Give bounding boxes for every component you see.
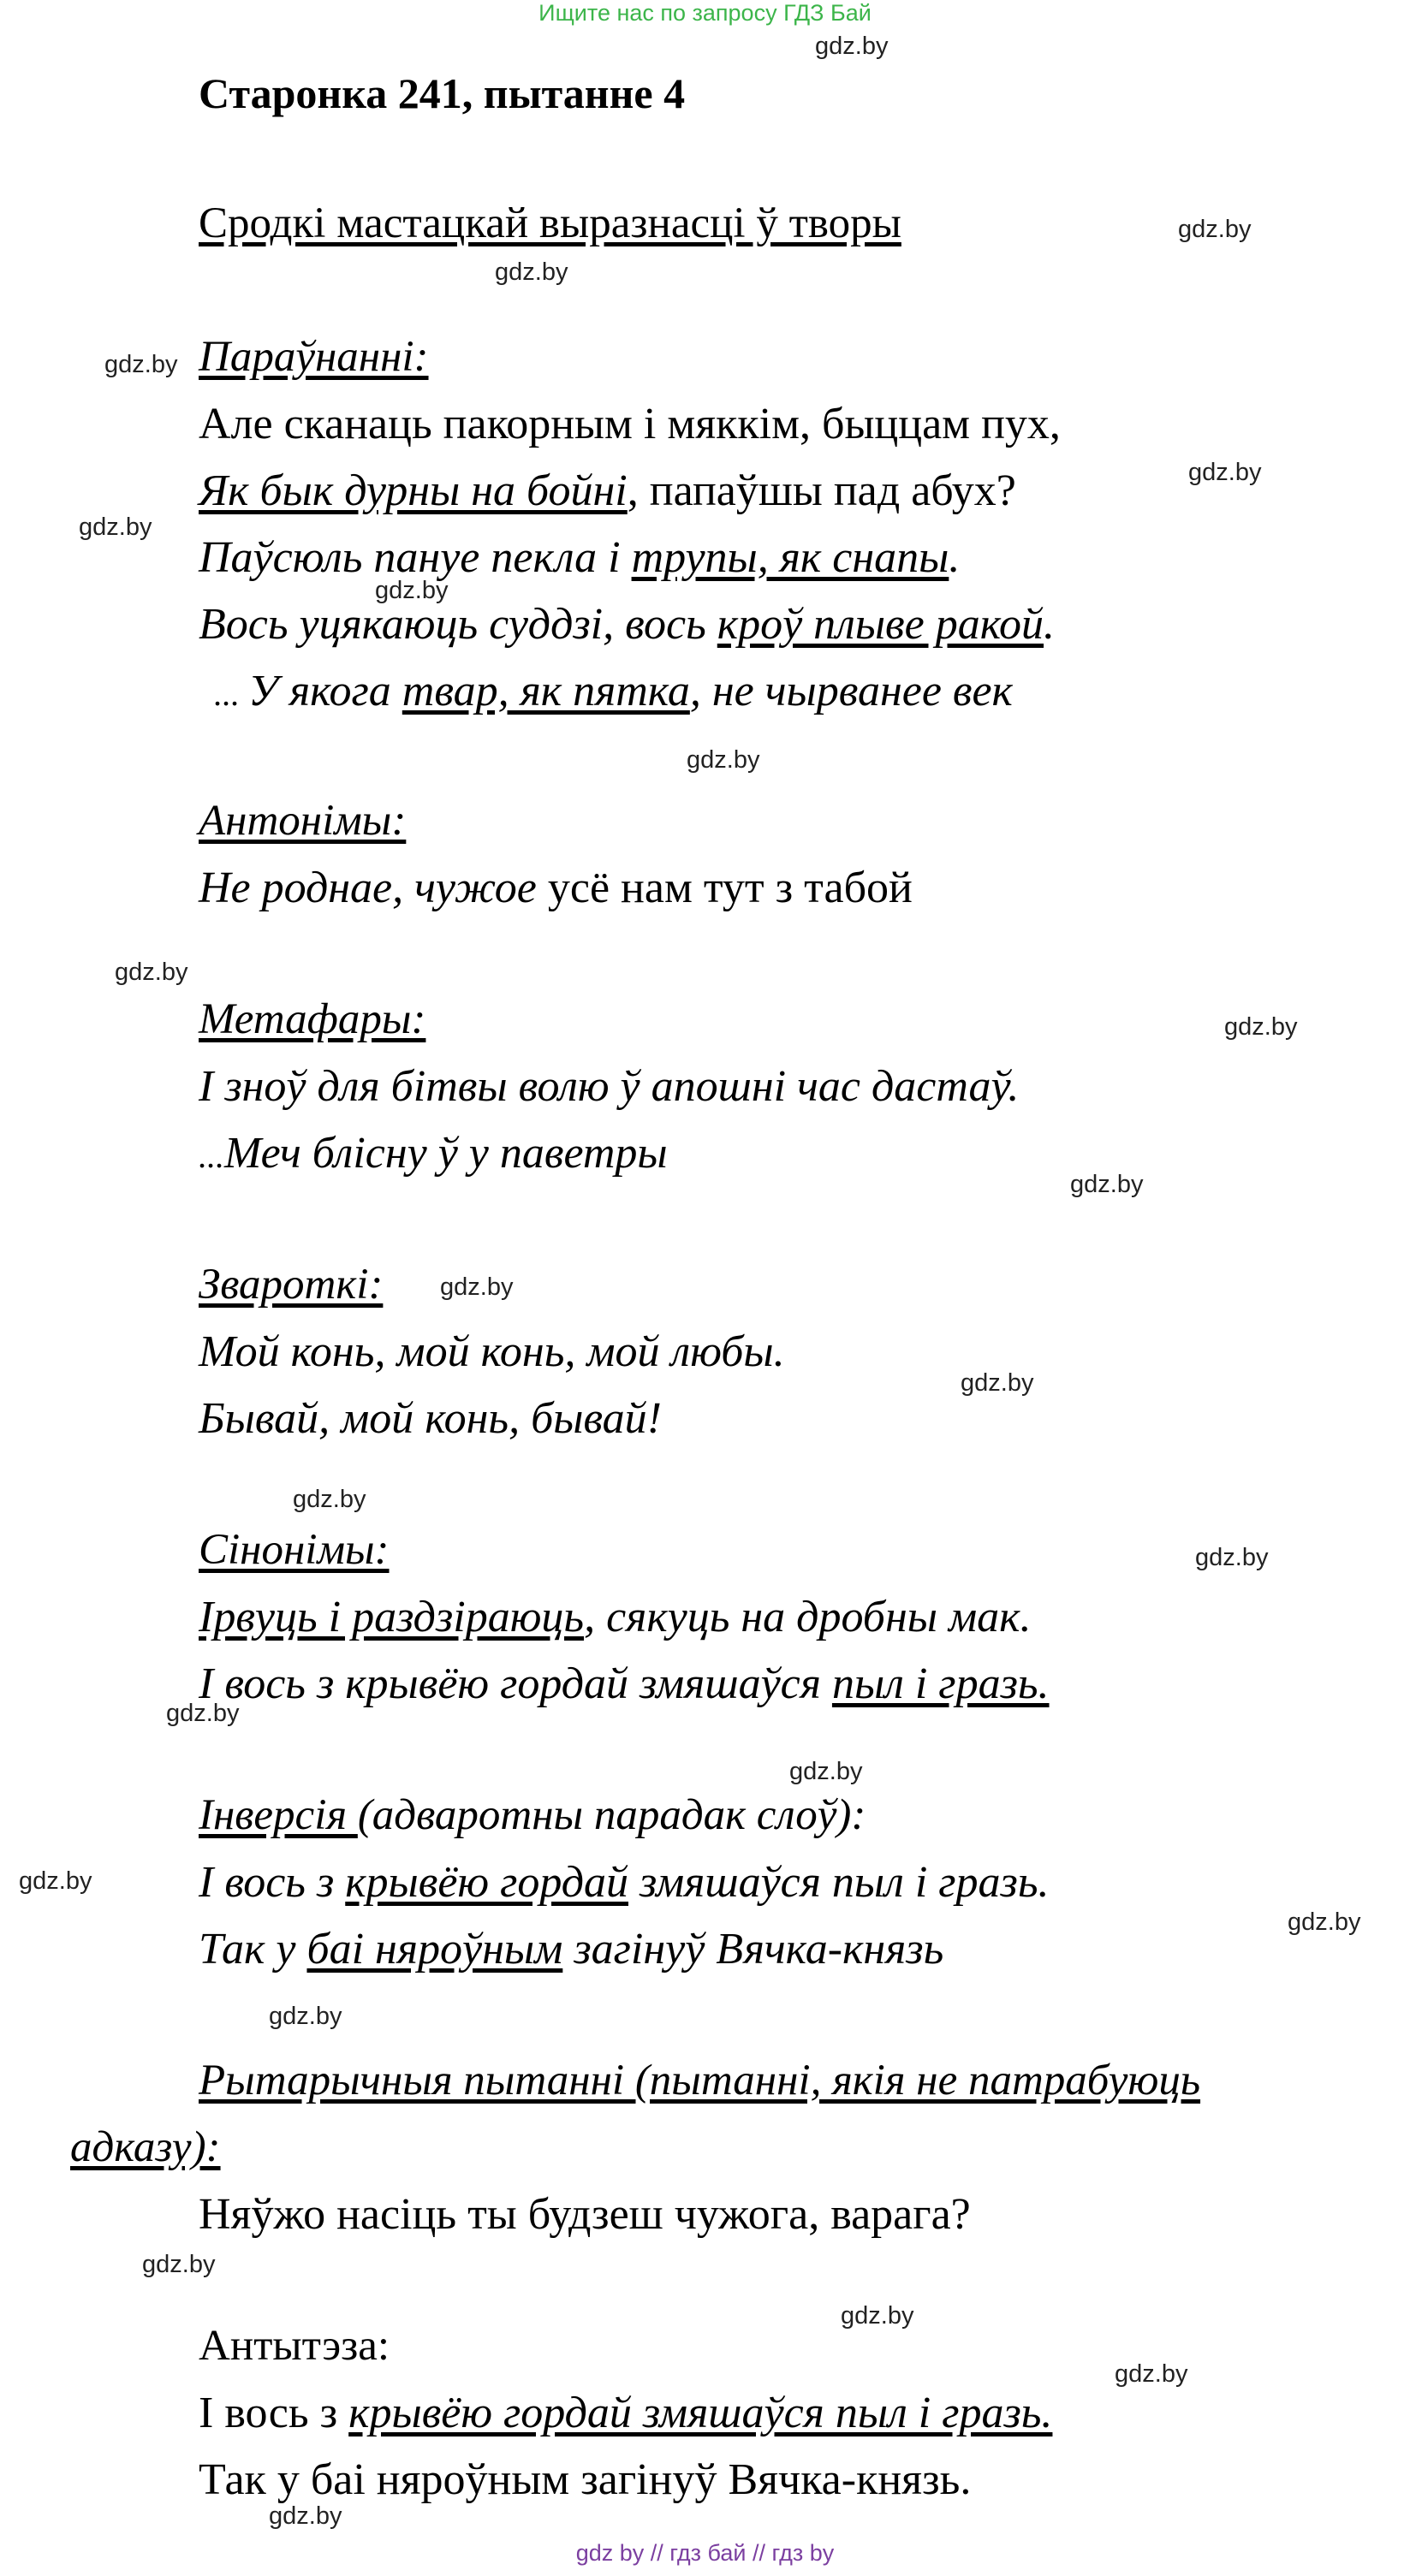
text-span: Меч блісну ў у паветры xyxy=(224,1129,668,1178)
watermark: gdz.by xyxy=(841,2302,914,2330)
section-heading-inversion xyxy=(199,1790,866,1840)
watermark: gdz.by xyxy=(79,513,152,541)
highlight: твар, як пятка xyxy=(402,667,690,715)
highlight: крывёю гордай xyxy=(345,1858,628,1907)
text-line: Бывай, мой конь, бывай! xyxy=(199,1394,662,1443)
highlight: Ірвуць і раздзіраюць xyxy=(199,1593,585,1641)
text-line xyxy=(199,1857,1050,1908)
text-line: Няўжо насіць ты будзеш чужога, варага? xyxy=(199,2190,971,2239)
section-heading-antithesis: Антытэза: xyxy=(199,2322,390,2370)
text-line xyxy=(199,2388,1052,2438)
text-line: Але сканаць пакорным і мяккім, быццам пух, xyxy=(199,400,1061,448)
highlight: Не роднае, чужое xyxy=(199,864,537,912)
watermark: gdz.by xyxy=(1224,1013,1298,1041)
text-line xyxy=(199,466,1016,516)
text-span: . xyxy=(1044,600,1056,649)
text-span: . xyxy=(949,533,961,582)
text-line xyxy=(199,1924,943,1974)
text-line xyxy=(199,532,960,583)
watermark: gdz.by xyxy=(1070,1171,1144,1198)
highlight: пыл і гразь. xyxy=(831,1659,1050,1708)
text-span: Так у xyxy=(199,1925,307,1974)
text-span: загінуў Вячка-князь xyxy=(562,1925,944,1974)
watermark: gdz.by xyxy=(293,1486,366,1513)
footer-links[interactable]: gdz by // гдз бай // гдз by xyxy=(575,2540,835,2566)
ellipsis: ... xyxy=(199,1137,224,1175)
section-heading-rhetorical-cont: адказу): xyxy=(70,2123,221,2171)
watermark: gdz.by xyxy=(166,1700,240,1727)
heading-span: (адваротны парадак слоў): xyxy=(357,1791,866,1839)
watermark: gdz.by xyxy=(269,2502,342,2530)
subtitle: Сродкі мастацкай выразнасці ў творы xyxy=(199,199,901,247)
section-heading-antonyms: Антонімы: xyxy=(199,797,407,845)
watermark: gdz.by xyxy=(1195,1544,1269,1571)
top-banner[interactable]: Ищите нас по запросу ГДЗ Бай xyxy=(538,0,872,26)
watermark: gdz.by xyxy=(19,1867,92,1895)
watermark: gdz.by xyxy=(1178,216,1252,243)
text-line xyxy=(199,1592,1031,1642)
text-line xyxy=(199,1659,1050,1709)
watermark: gdz.by xyxy=(440,1273,514,1301)
section-heading-metaphors: Метафары: xyxy=(199,995,426,1043)
text-line xyxy=(199,1128,668,1178)
highlight: крывёю гордай змяшаўся пыл і гразь. xyxy=(348,2389,1053,2437)
text-span: Паўсюль пануе пекла і xyxy=(199,533,632,582)
section-heading-comparisons: Параўнанні: xyxy=(199,333,429,381)
watermark: gdz.by xyxy=(269,2003,342,2030)
text-span: змяшаўся пыл і гразь. xyxy=(628,1858,1050,1907)
watermark: gdz.by xyxy=(495,258,568,286)
watermark: gdz.by xyxy=(104,351,178,378)
highlight: кроў плыве ракой xyxy=(717,600,1044,649)
text-span: , папаўшы пад абух? xyxy=(627,466,1016,515)
watermark: gdz.by xyxy=(1288,1908,1361,1936)
text-span: усё нам тут з табой xyxy=(536,864,913,912)
section-heading-address: Звароткі: xyxy=(199,1261,384,1309)
ellipsis: ... xyxy=(214,674,248,713)
highlight: трупы, як снапы xyxy=(631,533,949,582)
watermark: gdz.by xyxy=(815,33,889,60)
section-heading-rhetorical: Рытарычныя пытанні (пытанні, якія не патрабуюць xyxy=(199,2057,1201,2104)
text-span: І вось з xyxy=(199,1858,346,1907)
watermark: gdz.by xyxy=(142,2251,216,2278)
watermark: gdz.by xyxy=(961,1369,1034,1397)
heading-span: Інверсія xyxy=(199,1791,358,1839)
watermark: gdz.by xyxy=(687,746,760,774)
text-span: Вось уцякаюць суддзі, вось xyxy=(199,600,717,649)
highlight: баі нярoўным xyxy=(306,1925,563,1974)
highlight: Як бык дурны на бойні xyxy=(199,466,628,515)
text-line: Так у баі няроўным загінуў Вячка-князь. xyxy=(199,2455,972,2504)
text-span: , не чырванее век xyxy=(689,667,1013,715)
text-span: І вось з xyxy=(199,2389,349,2437)
section-heading-synonyms: Сінонімы: xyxy=(199,1526,390,1574)
text-line: Мой конь, мой конь, мой любы. xyxy=(199,1327,785,1376)
text-line: І зноў для бітвы волю ў апошні час дастаў. xyxy=(199,1062,1020,1111)
watermark: gdz.by xyxy=(1115,2360,1188,2388)
text-span: У якога xyxy=(248,667,402,715)
text-span: І вось з крывёю гордай змяшаўся xyxy=(199,1659,832,1708)
text-line xyxy=(214,666,1013,716)
watermark: gdz.by xyxy=(1188,459,1262,486)
watermark: gdz.by xyxy=(375,577,449,604)
text-line xyxy=(199,599,1055,650)
watermark: gdz.by xyxy=(789,1758,863,1785)
watermark: gdz.by xyxy=(115,959,188,986)
text-span: , сякуць на дробны мак. xyxy=(584,1593,1032,1641)
page-title: Старонка 241, пытанне 4 xyxy=(199,69,686,117)
text-line xyxy=(199,863,913,913)
